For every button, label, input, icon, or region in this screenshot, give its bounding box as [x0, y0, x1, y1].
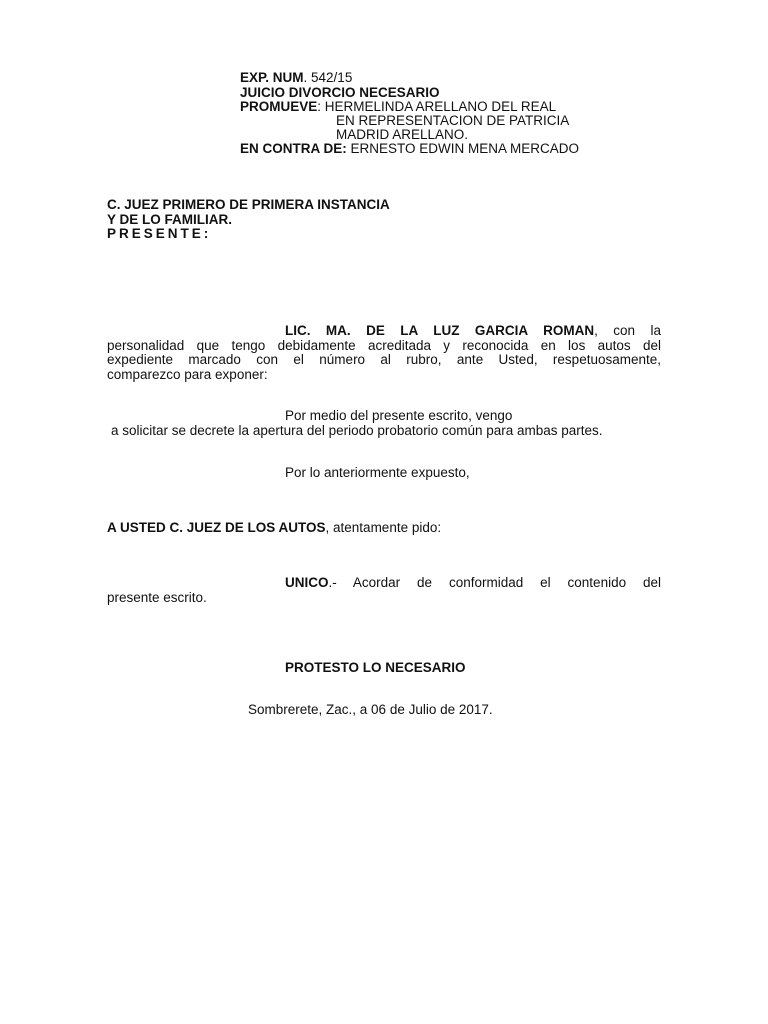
en-contra-value: ERNESTO EDWIN MENA MERCADO	[346, 141, 580, 156]
promueve-line-3: MADRID ARELLANO.	[336, 127, 469, 142]
a-usted-line	[107, 520, 441, 535]
a-usted-rest: , atentamente pido:	[325, 520, 442, 535]
place-and-date: Sombrerete, Zac., a 06 de Julio de 2017.	[248, 702, 493, 717]
intro-line-1-rest: , con la	[594, 323, 661, 338]
unico-label: UNICO	[285, 575, 329, 590]
intro-line-4: comparezco para exponer:	[107, 366, 268, 382]
presente-heading	[107, 226, 211, 241]
en-contra-label: EN CONTRA DE:	[240, 141, 347, 156]
intro-line-2: personalidad que tengo debidamente acreditada y reconocida en los autos del	[107, 337, 661, 353]
intro-line-1	[107, 324, 661, 339]
unico-line-1	[107, 576, 661, 591]
paragraph-introduction	[107, 324, 661, 382]
en-contra-line	[240, 141, 579, 156]
intro-line-3: expediente marcado con el número al rubro, ante Usted, respetuosamente,	[107, 352, 661, 367]
lawyer-name: LIC. MA. DE LA LUZ GARCIA ROMAN	[285, 323, 595, 338]
unico-paragraph	[107, 576, 661, 605]
unico-line-2: presente escrito.	[107, 589, 207, 605]
addressee-line-2-text: Y DE LO FAMILIAR.	[107, 212, 233, 227]
request-line-2: a solicitar se decrete la apertura del periodo probatorio común para ambas partes.	[111, 423, 603, 438]
presente-text: PRESENTE:	[107, 226, 212, 241]
promueve-value: : HERMELINDA ARELLANO DEL REAL	[317, 99, 557, 114]
protesto-heading	[285, 660, 466, 675]
expediente-label: EXP. NUM	[240, 70, 304, 85]
request-line-1: Por medio del presente escrito, vengo	[285, 408, 513, 423]
addressee-line-2	[107, 212, 232, 227]
addressee-line-1-text: C. JUEZ PRIMERO DE PRIMERA INSTANCIA	[107, 197, 390, 212]
promueve-line	[240, 99, 556, 114]
por-lo-expuesto: Por lo anteriormente expuesto,	[285, 465, 470, 480]
expediente-value: . 542/15	[303, 70, 353, 85]
addressee-line-1	[107, 197, 390, 212]
expediente-number	[240, 70, 352, 85]
juicio-label: JUICIO DIVORCIO NECESARIO	[240, 85, 440, 100]
a-usted-bold: A USTED C. JUEZ DE LOS AUTOS	[107, 520, 326, 535]
promueve-line-2: EN REPRESENTACION DE PATRICIA	[336, 113, 570, 128]
juicio-type	[240, 85, 440, 100]
promueve-label: PROMUEVE	[240, 99, 318, 114]
protesto-text: PROTESTO LO NECESARIO	[285, 660, 466, 675]
unico-text: .- Acordar de conformidad el contenido del	[328, 575, 661, 590]
